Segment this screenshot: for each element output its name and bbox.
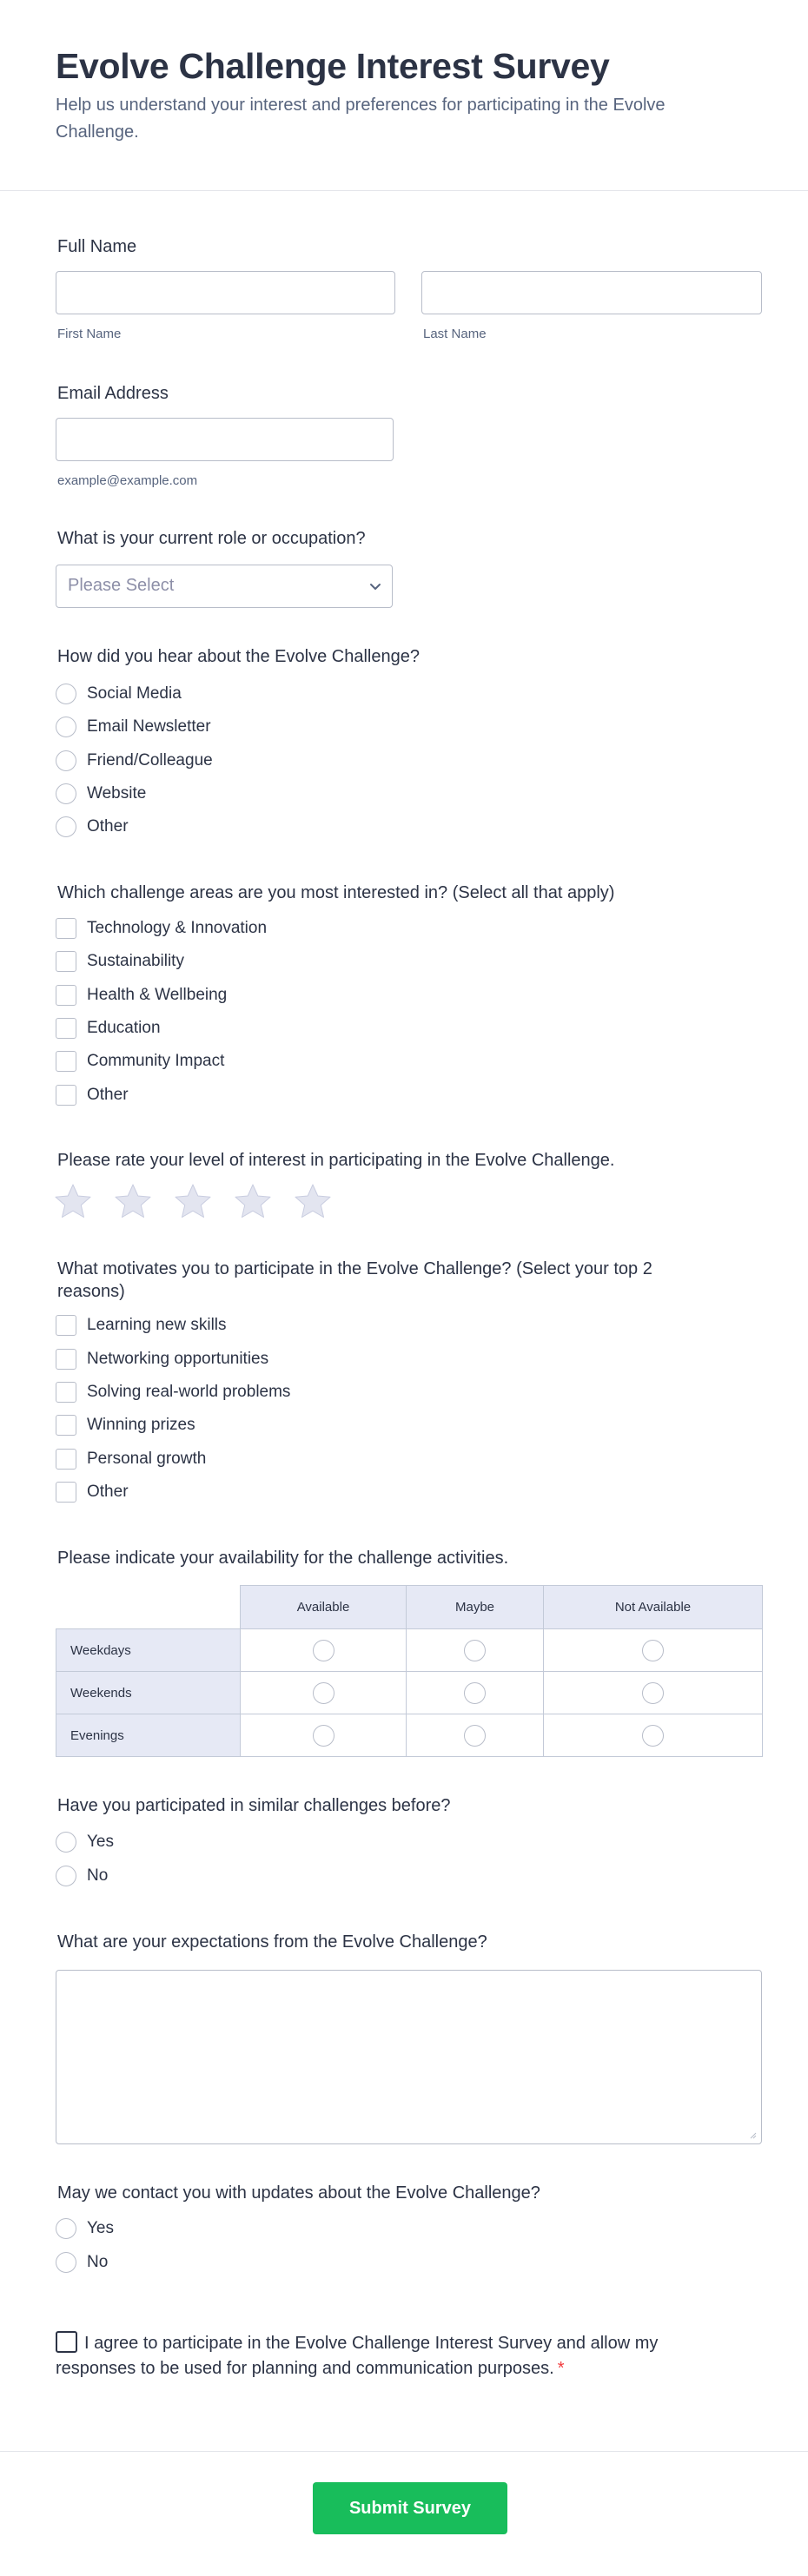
- areas-label: Which challenge areas are you most interested in? (Select all that apply): [57, 883, 615, 902]
- areas-option[interactable]: [56, 1017, 161, 1040]
- heard-option[interactable]: [56, 750, 213, 772]
- form-title: Evolve Challenge Interest Survey: [56, 46, 610, 86]
- radio-button[interactable]: [56, 1832, 76, 1853]
- checkbox[interactable]: [56, 1349, 76, 1370]
- chevron-down-icon: [368, 578, 383, 594]
- heard-label: How did you hear about the Evolve Challenge?: [57, 647, 420, 666]
- form-footer-divider: [0, 2451, 808, 2452]
- form-header: [0, 0, 808, 191]
- resize-grip-icon[interactable]: [750, 2132, 757, 2139]
- radio-button[interactable]: [464, 1640, 486, 1661]
- matrix-row: [56, 1629, 763, 1672]
- matrix-row: [56, 1714, 763, 1757]
- matrix-cell[interactable]: [407, 1672, 544, 1714]
- areas-option[interactable]: [56, 950, 184, 973]
- motivation-label: What motivates you to participate in the Evolve Challenge? (Select your top 2 reasons): [57, 1259, 652, 1301]
- matrix-row-header: Evenings: [56, 1714, 241, 1757]
- star-rating[interactable]: [54, 1183, 354, 1219]
- radio-button[interactable]: [313, 1725, 334, 1747]
- matrix-cell[interactable]: [544, 1629, 763, 1672]
- radio-button[interactable]: [464, 1725, 486, 1747]
- option-label: Friend/Colleague: [87, 751, 213, 769]
- matrix-cell[interactable]: [407, 1629, 544, 1672]
- contact-option[interactable]: [56, 2251, 108, 2274]
- radio-button[interactable]: [56, 717, 76, 737]
- contact-option[interactable]: [56, 2217, 114, 2240]
- submit-button[interactable]: Submit Survey: [313, 2482, 507, 2534]
- heard-option[interactable]: [56, 783, 146, 805]
- motivation-option[interactable]: [56, 1381, 290, 1404]
- option-label: Email Newsletter: [87, 717, 211, 736]
- matrix-cell[interactable]: [241, 1629, 407, 1672]
- matrix-cell[interactable]: [241, 1672, 407, 1714]
- motivation-option[interactable]: [56, 1414, 195, 1437]
- matrix-cell[interactable]: [544, 1714, 763, 1757]
- form-subtitle: Help us understand your interest and preferences for participating in the Evolve Challenge.: [56, 96, 666, 142]
- areas-option[interactable]: [56, 917, 267, 940]
- expectations-textarea[interactable]: [56, 1970, 762, 2144]
- motivation-option[interactable]: [56, 1448, 206, 1470]
- heard-option[interactable]: [56, 683, 182, 705]
- checkbox[interactable]: [56, 1085, 76, 1106]
- consent-text: I agree to participate in the Evolve Challenge Interest Survey and allow my responses to be used for planning and communication purposes.: [56, 2334, 659, 2378]
- radio-button[interactable]: [56, 750, 76, 771]
- participated-label: Have you participated in similar challenges before?: [57, 1796, 451, 1815]
- matrix-corner: [56, 1586, 241, 1629]
- consent-field[interactable]: [56, 2331, 681, 2381]
- option-label: No: [87, 1866, 109, 1885]
- email-sublabel: example@example.com: [57, 473, 198, 488]
- option-label: Other: [87, 1086, 129, 1104]
- heard-option[interactable]: [56, 716, 211, 738]
- checkbox[interactable]: [56, 1051, 76, 1072]
- matrix-cell[interactable]: [544, 1672, 763, 1714]
- matrix-column-header: Available: [241, 1586, 407, 1629]
- matrix-cell[interactable]: [241, 1714, 407, 1757]
- option-label: Yes: [87, 1833, 114, 1851]
- star-icon[interactable]: [234, 1183, 272, 1219]
- star-icon[interactable]: [114, 1183, 152, 1219]
- availability-matrix: [56, 1585, 763, 1757]
- areas-option[interactable]: [56, 1050, 224, 1073]
- radio-button[interactable]: [642, 1640, 664, 1661]
- matrix-row-header: Weekends: [56, 1672, 241, 1714]
- radio-button[interactable]: [56, 1866, 76, 1886]
- availability-label: Please indicate your availability for the challenge activities.: [57, 1549, 509, 1568]
- areas-option[interactable]: [56, 984, 227, 1007]
- radio-button[interactable]: [313, 1640, 334, 1661]
- matrix-row: [56, 1672, 763, 1714]
- option-label: Other: [87, 817, 129, 836]
- role-select-placeholder: Please Select: [68, 576, 175, 595]
- checkbox[interactable]: [56, 918, 76, 939]
- option-label: Education: [87, 1019, 161, 1037]
- expectations-label: What are your expectations from the Evolve Challenge?: [57, 1932, 487, 1952]
- radio-button[interactable]: [313, 1682, 334, 1704]
- radio-button[interactable]: [56, 2218, 76, 2239]
- option-label: Networking opportunities: [87, 1350, 269, 1368]
- required-mark: *: [557, 2359, 565, 2378]
- radio-button[interactable]: [464, 1682, 486, 1704]
- radio-button[interactable]: [56, 783, 76, 804]
- role-select[interactable]: [56, 565, 393, 608]
- first-name-input[interactable]: [56, 271, 395, 314]
- rating-label: Please rate your level of interest in participating in the Evolve Challenge.: [57, 1151, 615, 1170]
- participated-option[interactable]: [56, 1865, 108, 1887]
- motivation-option[interactable]: [56, 1314, 227, 1337]
- motivation-option[interactable]: [56, 1348, 268, 1371]
- option-label: Technology & Innovation: [87, 919, 268, 937]
- areas-option[interactable]: [56, 1084, 129, 1106]
- option-label: Other: [87, 1483, 129, 1501]
- role-label: What is your current role or occupation?: [57, 529, 366, 548]
- radio-button[interactable]: [56, 816, 76, 837]
- checkbox[interactable]: [56, 1018, 76, 1039]
- radio-button[interactable]: [642, 1682, 664, 1704]
- option-label: Website: [87, 784, 147, 803]
- matrix-column-header: Maybe: [407, 1586, 544, 1629]
- option-label: Personal growth: [87, 1450, 207, 1468]
- option-label: Winning prizes: [87, 1416, 195, 1434]
- option-label: Social Media: [87, 684, 182, 703]
- star-icon[interactable]: [54, 1183, 92, 1219]
- contact-label: May we contact you with updates about the Evolve Challenge?: [57, 2183, 540, 2203]
- option-label: Yes: [87, 2219, 114, 2237]
- radio-button[interactable]: [642, 1725, 664, 1747]
- checkbox[interactable]: [56, 951, 76, 972]
- last-name-input[interactable]: [421, 271, 762, 314]
- full-name-label: Full Name: [57, 237, 137, 256]
- star-icon[interactable]: [174, 1183, 212, 1219]
- motivation-option[interactable]: [56, 1481, 129, 1503]
- last-name-sublabel: Last Name: [423, 327, 487, 341]
- radio-button[interactable]: [56, 684, 76, 704]
- email-label: Email Address: [57, 384, 169, 403]
- star-icon[interactable]: [294, 1183, 332, 1219]
- option-label: Community Impact: [87, 1052, 225, 1070]
- participated-option[interactable]: [56, 1831, 114, 1853]
- option-label: No: [87, 2253, 109, 2271]
- heard-option[interactable]: [56, 816, 129, 838]
- consent-checkbox[interactable]: [56, 2331, 77, 2353]
- option-label: Health & Wellbeing: [87, 986, 228, 1004]
- matrix-column-header: Not Available: [544, 1586, 763, 1629]
- checkbox[interactable]: [56, 1382, 76, 1403]
- option-label: Learning new skills: [87, 1316, 227, 1334]
- radio-button[interactable]: [56, 2252, 76, 2273]
- checkbox[interactable]: [56, 1449, 76, 1470]
- matrix-row-header: Weekdays: [56, 1629, 241, 1672]
- first-name-sublabel: First Name: [57, 327, 122, 341]
- checkbox[interactable]: [56, 1482, 76, 1503]
- option-label: Sustainability: [87, 952, 184, 970]
- checkbox[interactable]: [56, 985, 76, 1006]
- matrix-cell[interactable]: [407, 1714, 544, 1757]
- option-label: Solving real-world problems: [87, 1383, 291, 1401]
- checkbox[interactable]: [56, 1415, 76, 1436]
- email-input[interactable]: [56, 418, 394, 461]
- checkbox[interactable]: [56, 1315, 76, 1336]
